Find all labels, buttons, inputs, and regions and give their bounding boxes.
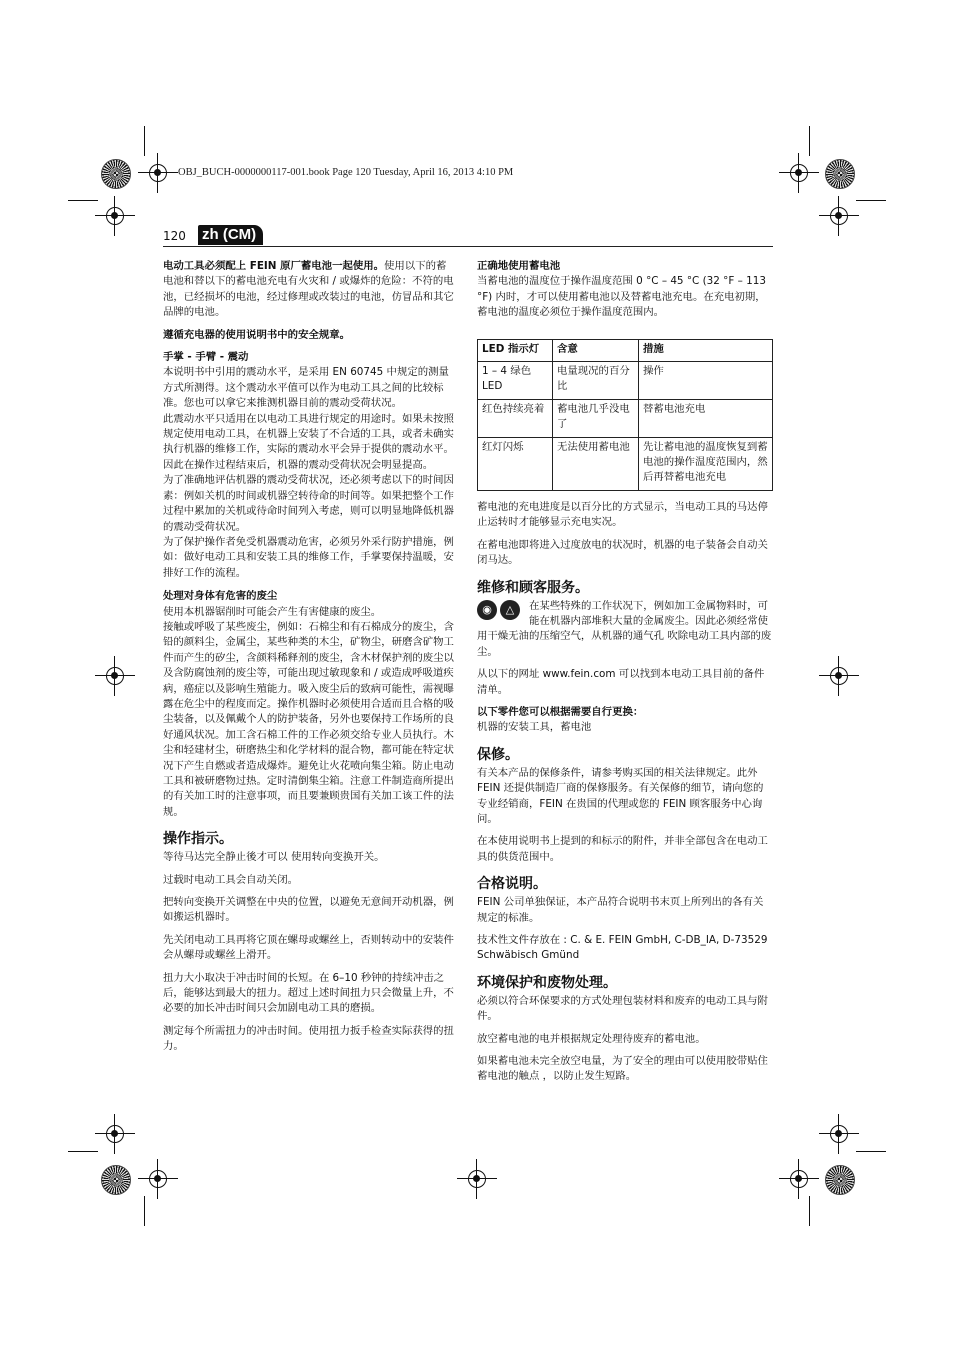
trim-line	[809, 1196, 810, 1226]
table-header-cell: 措施	[639, 339, 773, 361]
environment-paragraph: 如果蓄电池未完全放空电量，为了安全的理由可以使用胶带贴住蓄电池的触点 ，以防止发生短路。	[477, 1055, 768, 1083]
environment-paragraph: 放空蓄电池的电并根据规定处理待废弃的蓄电池。	[477, 1032, 706, 1045]
trim-line	[809, 126, 810, 156]
table-header-cell: LED 指示灯	[478, 339, 553, 361]
table-cell: 无法使用蓄电池	[553, 437, 639, 490]
registration-crosshair	[825, 662, 853, 690]
conformity-paragraph: FEIN 公司单独保证，本产品符合说明书末页上所列出的各有关规定的标准。	[477, 896, 764, 924]
print-slug: OBJ_BUCH-0000000117-001.book Page 120 Tuesday, April 16, 2013 4:10 PM	[178, 167, 514, 178]
operation-heading: 操作指示。	[163, 831, 233, 848]
battery-use-paragraph: 蓄电池的充电进度是以百分比的方式显示，当电动工具的马达停止运转时才能够显示充电实况。	[477, 500, 768, 529]
operation-paragraph: 过载时电动工具会自动关闭。	[163, 873, 299, 886]
operation-paragraph: 测定每个所需扭力的冲击时间。使用扭力扳手检查实际获得的扭力。	[163, 1024, 454, 1053]
registration-crosshair	[144, 159, 172, 187]
conformity-paragraph: 技术性文件存放在 : C. & E. FEIN GmbH, C-DB_IA, D-73529 Schwäbisch Gmünd	[477, 934, 768, 962]
registration-crosshair	[101, 202, 129, 230]
table-cell: 红色持续亮着	[478, 399, 553, 437]
color-registration-target	[825, 159, 855, 189]
table-cell: 替蓄电池充电	[639, 399, 773, 437]
registration-crosshair	[785, 1165, 813, 1193]
table-cell: 操作	[639, 362, 773, 400]
dust-mask-icon: △	[500, 600, 520, 620]
service-paragraph	[477, 599, 773, 661]
warning-icons	[477, 600, 523, 620]
service-paragraph: 从以下的网址 www.fein.com 可以找到本电动工具目前的备件清单。	[477, 668, 765, 696]
operation-paragraph: 先关闭电动工具再将它顶在螺母或螺丝上，否则转动中的安装件会从螺母或螺丝上滑开。	[163, 933, 454, 962]
dust-paragraph: 使用本机器锯削时可能会产生有害健康的废尘。	[163, 605, 382, 618]
battery-warning	[163, 259, 455, 321]
safety-goggles-icon: ◉	[477, 600, 497, 620]
trim-line	[856, 1151, 886, 1152]
trim-line	[856, 200, 886, 201]
color-registration-target	[101, 1165, 131, 1195]
registration-crosshair	[825, 1120, 853, 1148]
trim-line	[144, 126, 145, 156]
table-cell: 电量现况的百分比	[553, 362, 639, 400]
vibration-paragraph: 为了保护操作者免受机器震动危害，必须另外采行防护措施，例如：做好电动工具和安装工具的维修工作，手掌要保持温暖，安排好工作的流程。	[163, 535, 454, 579]
table-row	[478, 399, 773, 437]
battery-warning-bold: 电动工具必须配上 FEIN 原厂蓄电池一起使用。	[163, 260, 385, 272]
vibration-heading: 手掌 - 手臂 - 震动	[163, 351, 249, 364]
warranty-paragraph: 在本使用说明书上提到的和标示的附件，并非全部包含在电动工具的供货范围中。	[477, 835, 768, 863]
table-header-cell: 含意	[553, 339, 639, 361]
table-cell: 1 – 4 绿色 LED	[478, 362, 553, 400]
vibration-paragraph: 为了准确地评估机器的震动受荷状况，还必须考虑以下的时间因素：例如关机的时间或机器空转待命的时间等。如果把整个工作过程中累加的关机或待命时间列入考虑，则可以明显地降低机器的震动受荷状况。	[163, 474, 454, 533]
language-tab: zh (CM)	[198, 225, 263, 245]
operation-paragraph: 扭力大小取决于冲击时间的长短。在 6–10 秒钟的持续冲击之后，能够达到最大的扭力。超过上述时间扭力只会微量上升，不必要的加长冲击时间只会加剧电动工具的磨损。	[163, 971, 454, 1015]
trim-line	[68, 1151, 98, 1152]
replaceable-parts-heading: 以下零件您可以根据需要自行更换：	[477, 705, 644, 718]
registration-crosshair	[101, 662, 129, 690]
conformity-heading: 合格说明。	[477, 876, 547, 893]
operation-paragraph: 把转向变换开关调整在中央的位置，以避免无意间开动机器，例如搬运机器时。	[163, 896, 454, 924]
right-column	[477, 259, 773, 1092]
table-cell: 蓄电池几乎没电了	[553, 399, 639, 437]
warranty-paragraph: 有关本产品的保修条件，请参考购买国的相关法律规定。此外 FEIN 还提供制造厂商的保修服务。有关保修的细节，请向您的专业经销商，FEIN 在贵国的代理或您的 FEIN 顾客服务中心询问。	[477, 766, 764, 825]
color-registration-target	[825, 1165, 855, 1195]
led-indicator-table	[477, 339, 773, 491]
table-header-row	[478, 339, 773, 361]
table-cell: 红灯闪烁	[478, 437, 553, 490]
dust-paragraph: 接触或呼吸了某些废尘，例如：石棉尘和有石棉成分的废尘，含铅的颜料尘，金属尘，某些种类的木尘，矿物尘，研磨含矿物工件而产生的矽尘，含颜料稀释剂的废尘，含木材保护剂的废尘以及含防腐蚀剂的废尘等，可能出现过敏现象和 / 或造成呼吸道疾病，癌症以及影响生殖能力。吸入废尘后的致病可能性，需视曝露在危尘中的程度而定。操作机器时必须使用合适而且合格的吸尘装备，以及佩戴个人的防护装备，另外也要保持工作场所的良好通风状况。加工含石棉工件的工作必须交给专业人员执行。木尘和轻建材尘，研磨热尘和化学材料的混合物，都可能在特定状况下产生自燃或者造成爆炸。避免让火花喷向集尘箱。防止电动工具和被研磨物过热。定时清倒集尘箱。注意工件制造商所提出的有关加工时的注意事项，而且要兼顾贵国有关加工该工件的法规。	[163, 620, 454, 818]
registration-crosshair	[144, 1165, 172, 1193]
replaceable-parts-text: 机器的安装工具，蓄电池	[477, 721, 592, 734]
color-registration-target	[101, 159, 131, 189]
service-heading: 维修和顾客服务。	[477, 579, 589, 596]
vibration-paragraph: 本说明书中引用的震动水平，是采用 EN 60745 中规定的测量方式所测得。这个震动水平值可以作为电动工具之间的比较标准。您也可以拿它来推测机器目前的震动受荷状况。	[163, 366, 449, 410]
header-rule	[163, 246, 773, 247]
registration-crosshair	[825, 202, 853, 230]
registration-crosshair	[785, 159, 813, 187]
registration-crosshair	[101, 1120, 129, 1148]
warranty-heading: 保修。	[477, 746, 519, 763]
environment-heading: 环境保护和废物处理。	[477, 974, 617, 991]
trim-line	[68, 200, 98, 201]
charger-safety-note: 遵循充电器的使用说明书中的安全规章。	[163, 328, 351, 341]
trim-line	[144, 1196, 145, 1226]
dust-heading: 处理对身体有危害的废尘	[163, 590, 278, 603]
environment-paragraph: 必须以符合环保要求的方式处理包装材料和废弃的电动工具与附件。	[477, 994, 768, 1023]
table-row	[478, 362, 773, 400]
battery-use-paragraph: 在蓄电池即将进入过度放电的状况时，机器的电子装备会自动关闭马达。	[477, 538, 768, 567]
table-row	[478, 437, 773, 490]
page-number: 120	[163, 229, 186, 243]
battery-warning-text: 使用以下的蓄电池和替以下的蓄电池充电有火灾和 / 或爆炸的危险：不符的电池，已经损坏的电池，经过修理或改装过的电池，仿冒品和其它品牌的电池。	[163, 260, 454, 319]
service-text: 在某些特殊的工作状况下，例如加工金属物料时，可能在机器内部堆积大量的金属废尘。因此必须经常使用干燥无油的压缩空气，从机器的通气孔 吹除电动工具内部的废尘。	[477, 599, 772, 658]
battery-use-heading: 正确地使用蓄电池	[477, 260, 561, 272]
vibration-paragraph: 此震动水平只适用在以电动工具进行规定的用途时。如果未按照规定使用电动工具，在机器上安装了不合适的工具，或者未确实执行机器的维修工作，实际的震动水平会异于提供的震动水平。因此在操作过程结束后，机器的震动受荷状况会明显提高。	[163, 412, 454, 471]
registration-crosshair	[463, 1165, 491, 1193]
table-cell: 先让蓄电池的温度恢复到蓄电池的操作温度范围内，然后再替蓄电池充电	[639, 437, 773, 490]
battery-use-paragraph: 当蓄电池的温度位于操作温度范围 0 °C – 45 °C (32 °F – 113 °F) 内时，才可以使用蓄电池以及替蓄电池充电。在充电初期，蓄电池的温度必须位于操作温度范围内。	[477, 275, 766, 319]
operation-paragraph: 等待马达完全静止後才可以 使用转向变换开关。	[163, 851, 385, 864]
left-column	[163, 259, 455, 1062]
